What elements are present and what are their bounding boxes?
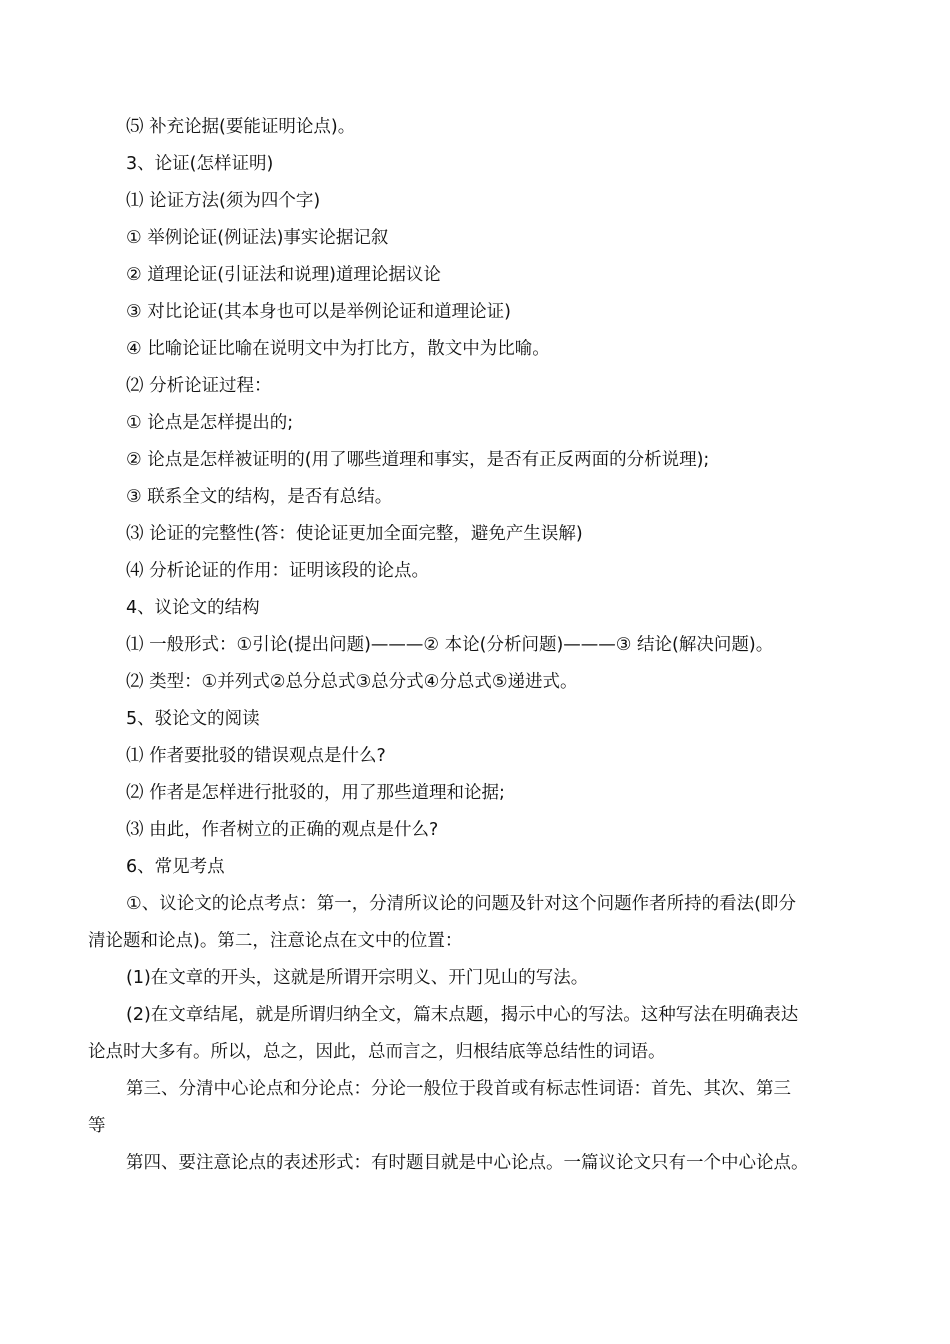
text-line: ⑵ 类型：①并列式②总分总式③总分式④分总式⑤递进式。 — [126, 672, 578, 692]
section-heading: 4、议论文的结构 — [126, 598, 260, 618]
text-line: ② 论点是怎样被证明的(用了哪些道理和事实，是否有正反两面的分析说理); — [126, 450, 710, 470]
paragraph-line: 论点时大多有。所以，总之，因此，总而言之，归根结底等总结性的词语。 — [88, 1042, 666, 1062]
paragraph-line: 第三、分清中心论点和分论点：分论一般位于段首或有标志性词语：首先、其次、第三 — [126, 1079, 791, 1099]
section-heading: 5、驳论文的阅读 — [126, 709, 260, 729]
text-line: ③ 联系全文的结构，是否有总结。 — [126, 487, 393, 507]
paragraph-line: ①、议论文的论点考点：第一，分清所议论的问题及针对这个问题作者所持的看法(即分 — [126, 894, 797, 914]
text-line: ⑴ 作者要批驳的错误观点是什么? — [126, 746, 386, 766]
text-line: ① 举例论证(例证法)事实论据记叙 — [126, 228, 389, 248]
text-line: ② 道理论证(引证法和说理)道理论据议论 — [126, 265, 441, 285]
paragraph-line: 等 — [88, 1116, 106, 1136]
paragraph-line: 第四、要注意论点的表述形式：有时题目就是中心论点。一篇议论文只有一个中心论点。 — [126, 1153, 809, 1173]
section-heading: 3、论证(怎样证明) — [126, 154, 274, 174]
text-line: ⑷ 分析论证的作用：证明该段的论点。 — [126, 561, 430, 581]
text-line: ④ 比喻论证比喻在说明文中为打比方，散文中为比喻。 — [126, 339, 550, 359]
section-heading: 6、常见考点 — [126, 857, 225, 877]
text-line: ⑴ 一般形式：①引论(提出问题)———② 本论(分析问题)———③ 结论(解决问题)。 — [126, 635, 774, 655]
paragraph-line: (1)在文章的开头，这就是所谓开宗明义、开门见山的写法。 — [126, 968, 589, 988]
paragraph-line: (2)在文章结尾，就是所谓归纳全文，篇末点题，揭示中心的写法。这种写法在明确表达 — [126, 1005, 799, 1025]
text-line: ⑴ 论证方法(须为四个字) — [126, 191, 321, 211]
text-line: ③ 对比论证(其本身也可以是举例论证和道理论证) — [126, 302, 511, 322]
text-line: ⑶ 论证的完整性(答：使论证更加全面完整，避免产生误解) — [126, 524, 583, 544]
text-line: ⑵ 分析论证过程： — [126, 376, 272, 396]
text-line: ⑸ 补充论据(要能证明论点)。 — [126, 117, 356, 137]
text-line: ⑵ 作者是怎样进行批驳的，用了那些道理和论据; — [126, 783, 505, 803]
text-line: ① 论点是怎样提出的; — [126, 413, 294, 433]
paragraph-line: 清论题和论点)。第二，注意论点在文中的位置： — [88, 931, 463, 951]
text-line: ⑶ 由此，作者树立的正确的观点是什么? — [126, 820, 439, 840]
